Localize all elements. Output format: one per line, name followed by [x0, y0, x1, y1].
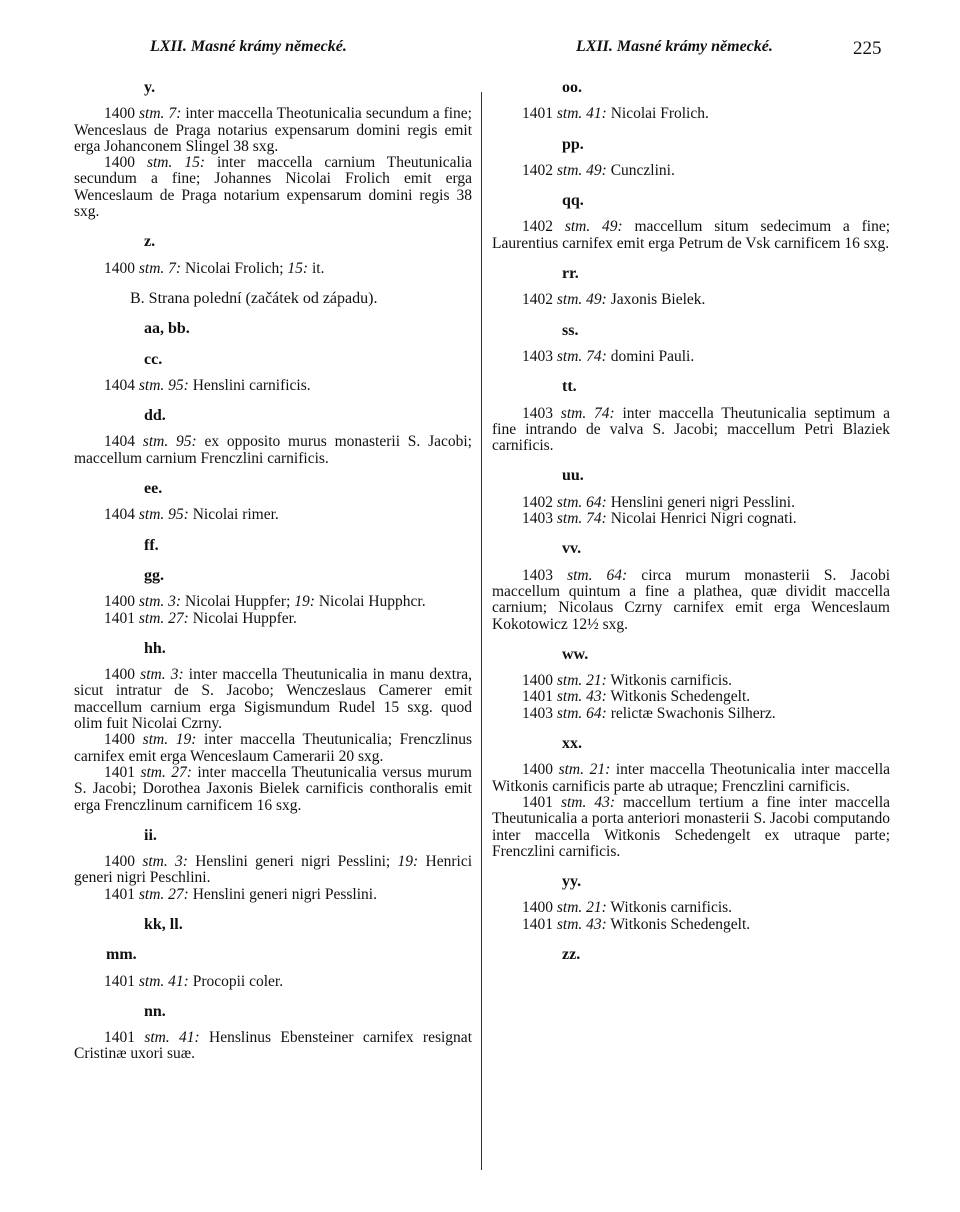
- section-letter: ww.: [562, 645, 589, 663]
- entry-text: 1400 stm. 3: Nicolai Huppfer; 19: Nicolai Hupphcr.: [104, 593, 426, 611]
- section-letter: ee.: [144, 480, 163, 498]
- stamp-ref: stm. 64:: [556, 704, 607, 722]
- stamp-ref: stm. 49:: [556, 291, 607, 309]
- entry-text: 1401 stm. 41: Henslinus Ebensteiner carnifex resignat Cristinæ uxori suæ.: [74, 1029, 472, 1063]
- section-letter: kk, ll.: [144, 915, 183, 933]
- section-letter: nn.: [144, 1002, 166, 1020]
- section-letter: rr.: [562, 265, 579, 283]
- entry-text: 1403 stm. 74: domini Pauli.: [522, 347, 695, 365]
- entry-text: 1400 stm. 3: Henslini generi nigri Pesslini; 19: Henrici generi nigri Peschlini.: [74, 853, 473, 887]
- entry-text: 1403 stm. 74: Nicolai Henrici Nigri cognati.: [522, 510, 797, 528]
- entry-text: 1400 stm. 21: Witkonis carnificis.: [522, 899, 733, 917]
- stamp-ref: 19:: [294, 593, 315, 611]
- page-number: 225: [853, 38, 882, 59]
- stamp-ref: stm. 95:: [138, 506, 189, 524]
- entry-text: 1404 stm. 95: Nicolai rimer.: [104, 506, 279, 524]
- section-letter: xx.: [562, 735, 582, 753]
- column-divider: [481, 92, 482, 1170]
- section-letter: ss.: [562, 321, 579, 339]
- stamp-ref: stm. 15:: [146, 154, 205, 172]
- entry-text: 1401 stm. 43: Witkonis Schedengelt.: [522, 688, 751, 706]
- section-letter: y.: [144, 79, 156, 96]
- section-letter: gg.: [144, 566, 164, 584]
- section-letter: oo.: [562, 79, 582, 96]
- entry-text: 1402 stm. 49: Cunczlini.: [522, 161, 675, 179]
- stamp-ref: stm. 64:: [567, 566, 628, 584]
- entry-text: 1403 stm. 64: circa murum monasterii S. Jacobi maccellum quintum a fine a plathea, quæ dividit maccella carnium; Nicolaus Czrny carnifex emit erga Wenceslaum Kokotowicz 12½ sxg.: [492, 566, 891, 633]
- stamp-ref: stm. 43:: [556, 688, 607, 706]
- entry-text: 1401 stm. 41: Procopii coler.: [104, 972, 284, 990]
- section-letter: vv.: [562, 540, 582, 558]
- stamp-ref: stm. 49:: [564, 218, 623, 236]
- entry-text: 1400 stm. 21: Witkonis carnificis.: [522, 672, 733, 690]
- stamp-ref: stm. 43:: [560, 793, 616, 811]
- stamp-ref: stm. 41:: [138, 972, 189, 990]
- entry-text: 1400 stm. 3: inter maccella Theutunicalia in manu dextra, sicut intratur de S. Jacobo; Wenczeslaus Camerer emit maccellum carnium erga Sigismundum Rudel 15 sxg. quod olim fuit Nicolai Czrny.: [74, 666, 473, 733]
- stamp-ref: stm. 95:: [138, 376, 189, 394]
- section-letter: yy.: [562, 873, 582, 891]
- entry-text: 1401 stm. 27: inter maccella Theutunicalia versus murum S. Jacobi; Dorothea Jaxonis Bielek carnificis conthoralis emit erga Frenczlinum carnificem 16 sxg.: [74, 763, 472, 814]
- section-letter: z.: [144, 233, 156, 251]
- stamp-ref: stm. 43:: [556, 915, 607, 933]
- stamp-ref: 19:: [397, 853, 419, 871]
- entry-text: 1404 stm. 95: ex opposito murus monasterii S. Jacobi; maccellum carnium Frenczlini carnificis.: [74, 433, 472, 467]
- subsection-heading: B. Strana polední (začátek od západu).: [130, 289, 378, 307]
- stamp-ref: stm. 74:: [556, 347, 607, 365]
- stamp-ref: 15:: [287, 259, 309, 277]
- stamp-ref: stm. 7:: [138, 259, 182, 277]
- entry-text: 1401 stm. 43: Witkonis Schedengelt.: [522, 915, 751, 933]
- entry-text: 1403 stm. 74: inter maccella Theutunicalia septimum a fine intrando de valva S. Jacobi; maccellum Petri Blaziek carnificis.: [492, 404, 891, 455]
- entry-text: 1403 stm. 64: relictæ Swachonis Silherz.: [522, 704, 776, 722]
- entry-text: 1400 stm. 21: inter maccella Theotunicalia inter maccella Witkonis carnificis parte ab utraque; Frenczlini carnificis.: [492, 761, 890, 795]
- stamp-ref: stm. 21:: [556, 899, 607, 917]
- section-letter: ff.: [144, 536, 159, 554]
- section-letter: qq.: [562, 192, 584, 210]
- stamp-ref: stm. 27:: [138, 885, 189, 903]
- stamp-ref: stm. 74:: [560, 404, 615, 422]
- running-header-right: LXII. Masné krámy německé.: [576, 38, 773, 55]
- section-letter: zz.: [562, 945, 581, 963]
- stamp-ref: stm. 19:: [142, 731, 197, 749]
- left-column: [74, 80, 472, 1063]
- entry-text: 1404 stm. 95: Henslini carnificis.: [104, 376, 311, 394]
- stamp-ref: stm. 27:: [140, 763, 192, 781]
- section-letter: uu.: [562, 467, 584, 485]
- entry-text: 1402 stm. 49: maccellum situm sedecimum a fine; Laurentius carnifex emit erga Petrum de Vsk carnificem 16 sxg.: [492, 218, 891, 252]
- entry-text: 1400 stm. 7: Nicolai Frolich; 15: it.: [104, 259, 325, 277]
- stamp-ref: stm. 27:: [138, 609, 189, 627]
- section-letter: pp.: [562, 135, 584, 153]
- stamp-ref: stm. 49:: [556, 161, 607, 179]
- entry-text: 1400 stm. 15: inter maccella carnium Theutunicalia secundum a fine; Johannes Nicolai Frolich emit erga Wenceslaum de Praga notarium expensarum domini regis 38 sxg.: [74, 154, 473, 221]
- running-header-left: LXII. Masné krámy německé.: [150, 38, 347, 55]
- stamp-ref: stm. 3:: [138, 593, 182, 611]
- entry-text: 1402 stm. 49: Jaxonis Bielek.: [522, 291, 706, 309]
- right-column: [492, 80, 890, 973]
- stamp-ref: stm. 3:: [140, 666, 184, 684]
- stamp-ref: stm. 95:: [142, 433, 197, 451]
- stamp-ref: stm. 21:: [558, 761, 611, 779]
- entry-text: 1401 stm. 41: Nicolai Frolich.: [522, 105, 709, 123]
- entry-text: 1401 stm. 43: maccellum tertium a fine inter maccella Theutunicalia a porta anteriori monasterii S. Jacobi computando inter maccella Witkonis Schedengelt ex utraque parte; Frenczlini carnificis.: [492, 793, 891, 860]
- stamp-ref: stm. 74:: [556, 510, 607, 528]
- stamp-ref: stm. 21:: [556, 672, 607, 690]
- stamp-ref: stm. 64:: [556, 493, 607, 511]
- stamp-ref: stm. 41:: [556, 105, 607, 123]
- section-letter: tt.: [562, 378, 577, 396]
- stamp-ref: stm. 41:: [144, 1029, 200, 1047]
- section-letter: aa, bb.: [144, 320, 190, 338]
- entry-text: 1402 stm. 64: Henslini generi nigri Pesslini.: [522, 493, 795, 511]
- stamp-ref: stm. 3:: [142, 853, 188, 871]
- entry-text: 1401 stm. 27: Henslini generi nigri Pesslini.: [104, 885, 377, 903]
- stamp-ref: stm. 7:: [139, 105, 182, 123]
- entry-text: 1401 stm. 27: Nicolai Huppfer.: [104, 609, 297, 627]
- entry-text: 1400 stm. 19: inter maccella Theutunicalia; Frenczlinus carnifex emit erga Wenceslaum Camerarii 20 sxg.: [74, 731, 472, 765]
- section-letter: mm.: [106, 946, 137, 964]
- section-letter: ii.: [144, 826, 157, 844]
- section-letter: hh.: [144, 639, 166, 657]
- entry-text: 1400 stm. 7: inter maccella Theotunicalia secundum a fine; Wenceslaus de Praga notarius expensarum domini regis emit erga Johanconem Slingel 38 sxg.: [74, 105, 472, 155]
- section-letter: cc.: [144, 350, 163, 368]
- section-letter: dd.: [144, 407, 166, 425]
